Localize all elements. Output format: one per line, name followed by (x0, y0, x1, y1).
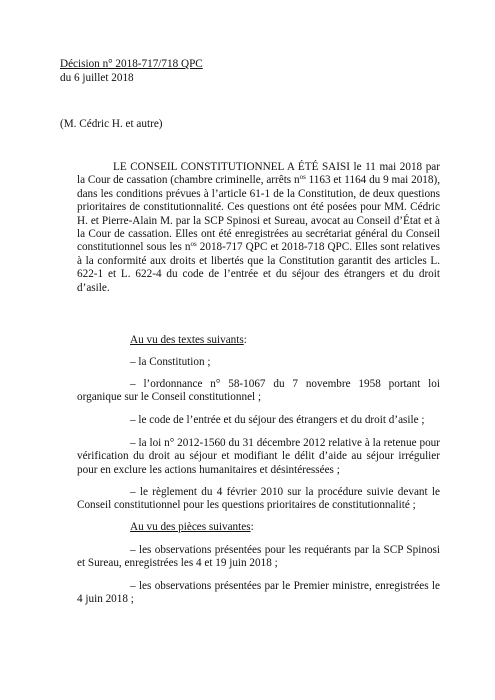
intro-sup-1: os (299, 173, 306, 182)
pieces-item-premier-ministre: – les observations présentées par le Premier ministre, enregistrées le 4 juin 2018 ; (77, 580, 440, 606)
intro-paragraph (77, 161, 440, 295)
decision-number: Décision n° 2018-717/718 QPC (60, 58, 203, 70)
textes-heading (130, 334, 247, 347)
parties: (M. Cédric H. et autre) (60, 118, 163, 130)
textes-item-constitution: – la Constitution ; (130, 356, 211, 368)
intro-text-2: 1163 et 1164 du 9 mai 2018), dans les conditions prévues à l’article 61-1 de la Constitution, de deux questions prioritaires de constitutionnalité. Ces questions ont été posées pour MM. Cédric H. et Pierre-Alain M. par la SCP Spinosi et Sureau, avocat au Conseil d’État et à la Cour de cassation. Elles ont été enregistrées au secrétariat général du Conseil constitutionnel sous les n (77, 174, 440, 254)
pieces-heading (130, 521, 254, 534)
intro-sup-2: os (190, 240, 197, 249)
intro-text-3: 2018-717 QPC et 2018-718 QPC. Elles sont relatives à la conformité aux droits et libertés que la Constitution garantit des articles L. 622-1 et L. 622-4 du code de l’entrée et du séjour des étrangers et du droit d’asile. (77, 241, 441, 294)
pieces-item-requerants: – les observations présentées pour les requérants par la SCP Spinosi et Sureau, enregistrées les 4 et 19 juin 2018 ; (77, 544, 440, 570)
textes-heading-suffix: : (243, 334, 247, 346)
textes-item-loi: – la loi n° 2012-1560 du 31 décembre 2012 relative à la retenue pour vérification du droit au séjour et modifiant le délit d’aide au séjour irrégulier pour en exclure les actions humanitaires et désintéressées ; (77, 437, 440, 476)
textes-heading-label: Au vu des textes suivants (130, 334, 244, 346)
textes-item-reglement: – le règlement du 4 février 2010 sur la procédure suivie devant le Conseil constitutionnel pour les questions prioritaires de constitutionnalité ; (77, 486, 440, 512)
pieces-heading-suffix: : (250, 521, 254, 533)
textes-item-code: – le code de l’entrée et du séjour des étrangers et du droit d’asile ; (130, 414, 425, 426)
textes-item-ordonnance: – l’ordonnance n° 58-1067 du 7 novembre 1958 portant loi organique sur le Conseil constitutionnel ; (77, 378, 440, 404)
pieces-heading-label: Au vu des pièces suivantes (130, 521, 251, 533)
intro-text-1: le 11 mai 2018 par la Cour de cassation (chambre criminelle, arrêts n (77, 161, 440, 187)
decision-date: du 6 juillet 2018 (60, 72, 134, 84)
intro-lead: LE CONSEIL CONSTITUTIONNEL A ÉTÉ SAISI (113, 161, 350, 173)
